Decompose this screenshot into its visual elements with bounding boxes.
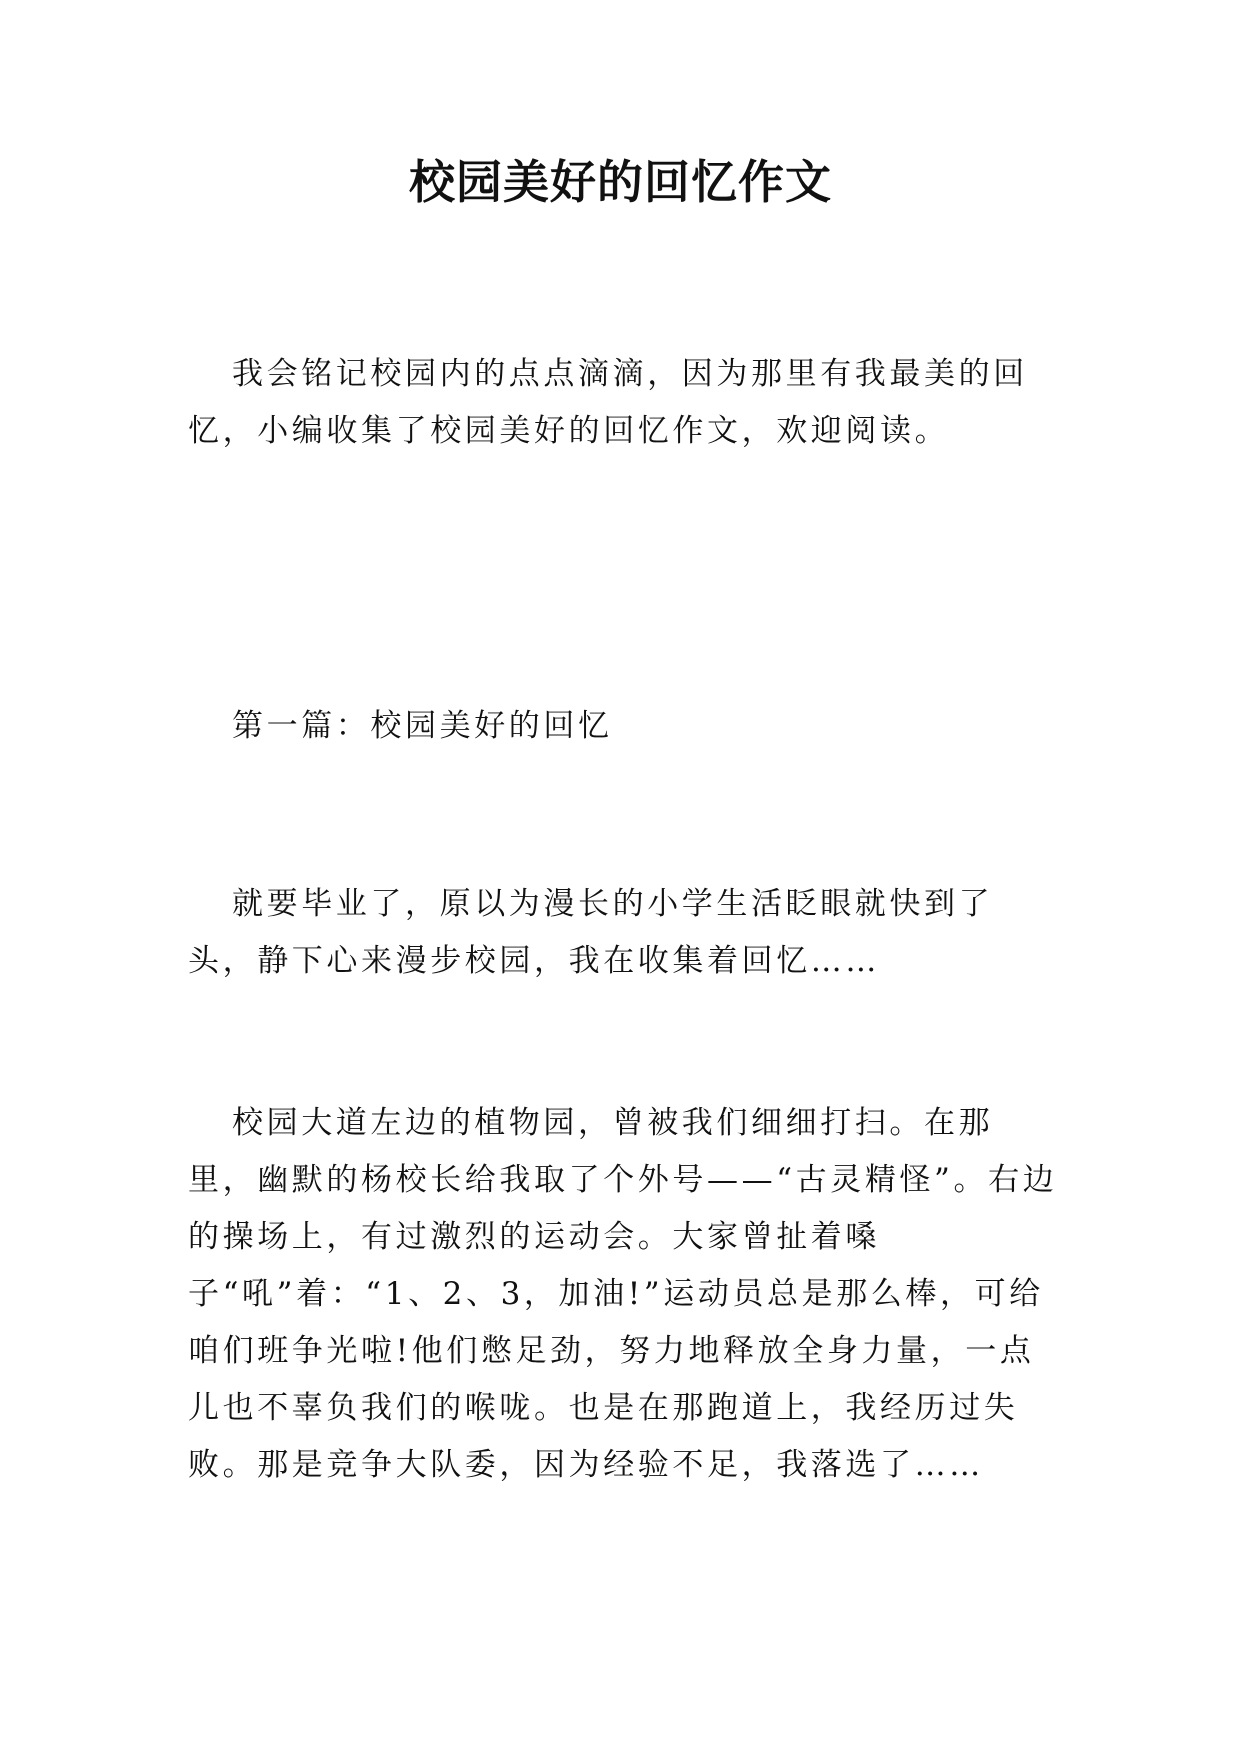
body-paragraph: 就要毕业了，原以为漫长的小学生活眨眼就快到了头，静下心来漫步校园，我在收集着回忆……: [188, 886, 994, 979]
intro-paragraph: 我会铭记校园内的点点滴滴，因为那里有我最美的回忆，小编收集了校园美好的回忆作文，欢迎阅读。: [188, 356, 1028, 449]
document-title: 校园美好的回忆作文: [409, 155, 832, 209]
section-heading: 第一篇：校园美好的回忆: [232, 708, 613, 744]
body-paragraph: 校园大道左边的植物园，曾被我们细细打扫。在那里，幽默的杨校长给我取了个外号——“古灵精怪”。右边的操场上，有过激烈的运动会。大家曾扯着嗓子“吼”着：“1、2、3，加油!”运动员总是那么棒，可给咱们班争光啦!他们憋足劲，努力地释放全身力量，一点儿也不辜负我们的喉咙。也是在那跑道上，我经历过失败。那是竞争大队委，因为经验不足，我落选了……: [188, 1105, 1058, 1483]
